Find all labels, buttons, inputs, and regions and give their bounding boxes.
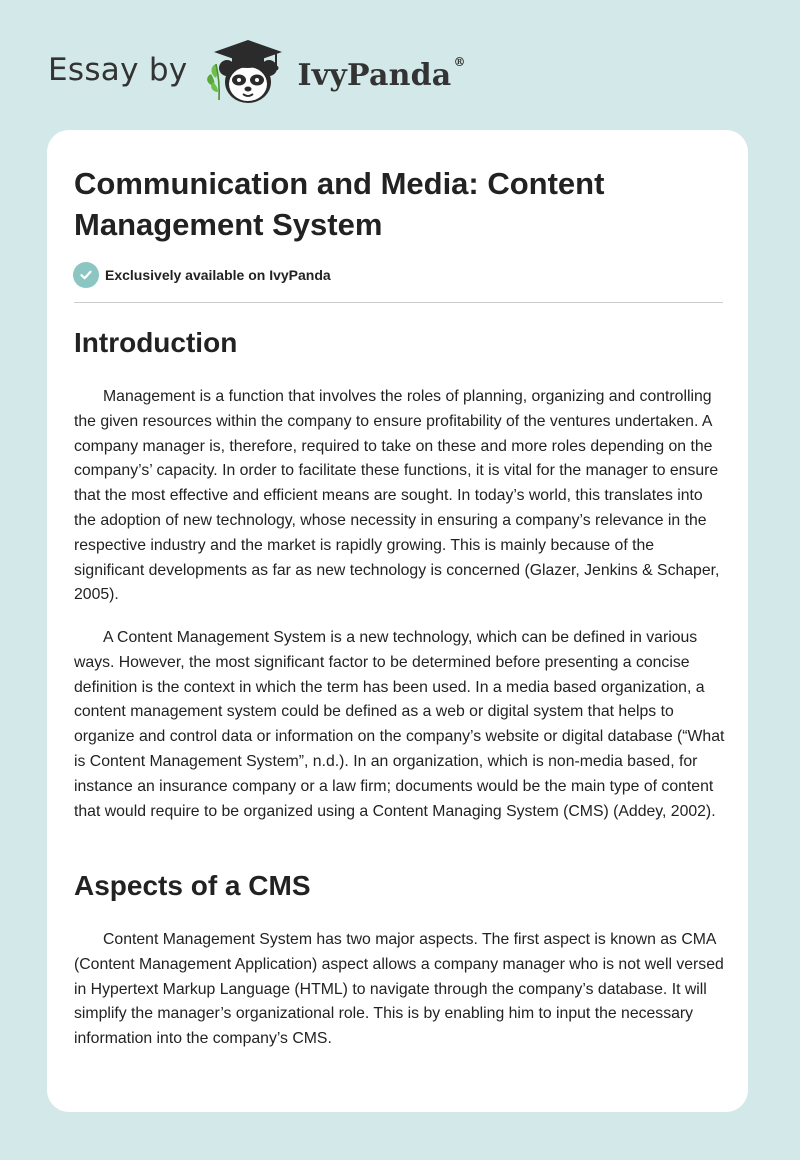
badge-text: Exclusively available on IvyPanda [105,267,331,283]
brand-name: IvyPanda ® [297,54,466,93]
exclusive-badge [73,262,331,288]
section-heading-introduction: Introduction [74,327,238,358]
section-heading-aspects: Aspects of a CMS [74,870,311,901]
paragraph: Content Management System has two major aspects. The first aspect is known as CMA (Content Management Application) aspect allows a company manager who is not well versed in Hypertext Markup Language (HTML) to navigate through the company’s database. It will simplify the manager’s organizational role. This is by enabling him to input the necessary information into the company’s CMS. [74,931,724,1048]
check-circle-icon [73,262,99,288]
paragraph: Management is a function that involves the roles of planning, organizing and controlling the given resources within the company to ensure profitability of the ventures undertaken. A company manager is, therefore, required to take on these and more roles depending on the company’s’ capacity. In order to facilitate these functions, it is vital for the manager to ensure that the most effective and efficient means are sought. In today’s world, this translates into the adoption of new technology, whose necessity in ensuring a company’s relevance in the respective industry and the market is rapidly growing. This is mainly because of the significant developments as far as new technology is concerned (Glazer, Jenkins & Schaper, 2005). [74,388,720,604]
paragraph: A Content Management System is a new technology, which can be defined in various ways. However, the most significant factor to be determined before presenting a concise definition is the context in which the term has been used. In a media based organization, a content management system could be defined as a web or digital system that helps to organize and control data or information on the company’s website or digital database (“What is Content Management System”, n.d.). In an organization, which is non-media based, for instance an insurance company or a law firm; documents would be the main type of content that would require to be organized using a Content Managing System (CMS) (Addey, 2002). [74,629,725,820]
divider [74,302,723,303]
brand-prefix: Essay by [48,52,188,88]
article-card [47,130,748,1112]
page-title: Communication and Media: Content Management System [74,166,605,242]
panda-graduation-cap-logo [202,34,294,110]
brand-header[interactable] [48,32,466,112]
